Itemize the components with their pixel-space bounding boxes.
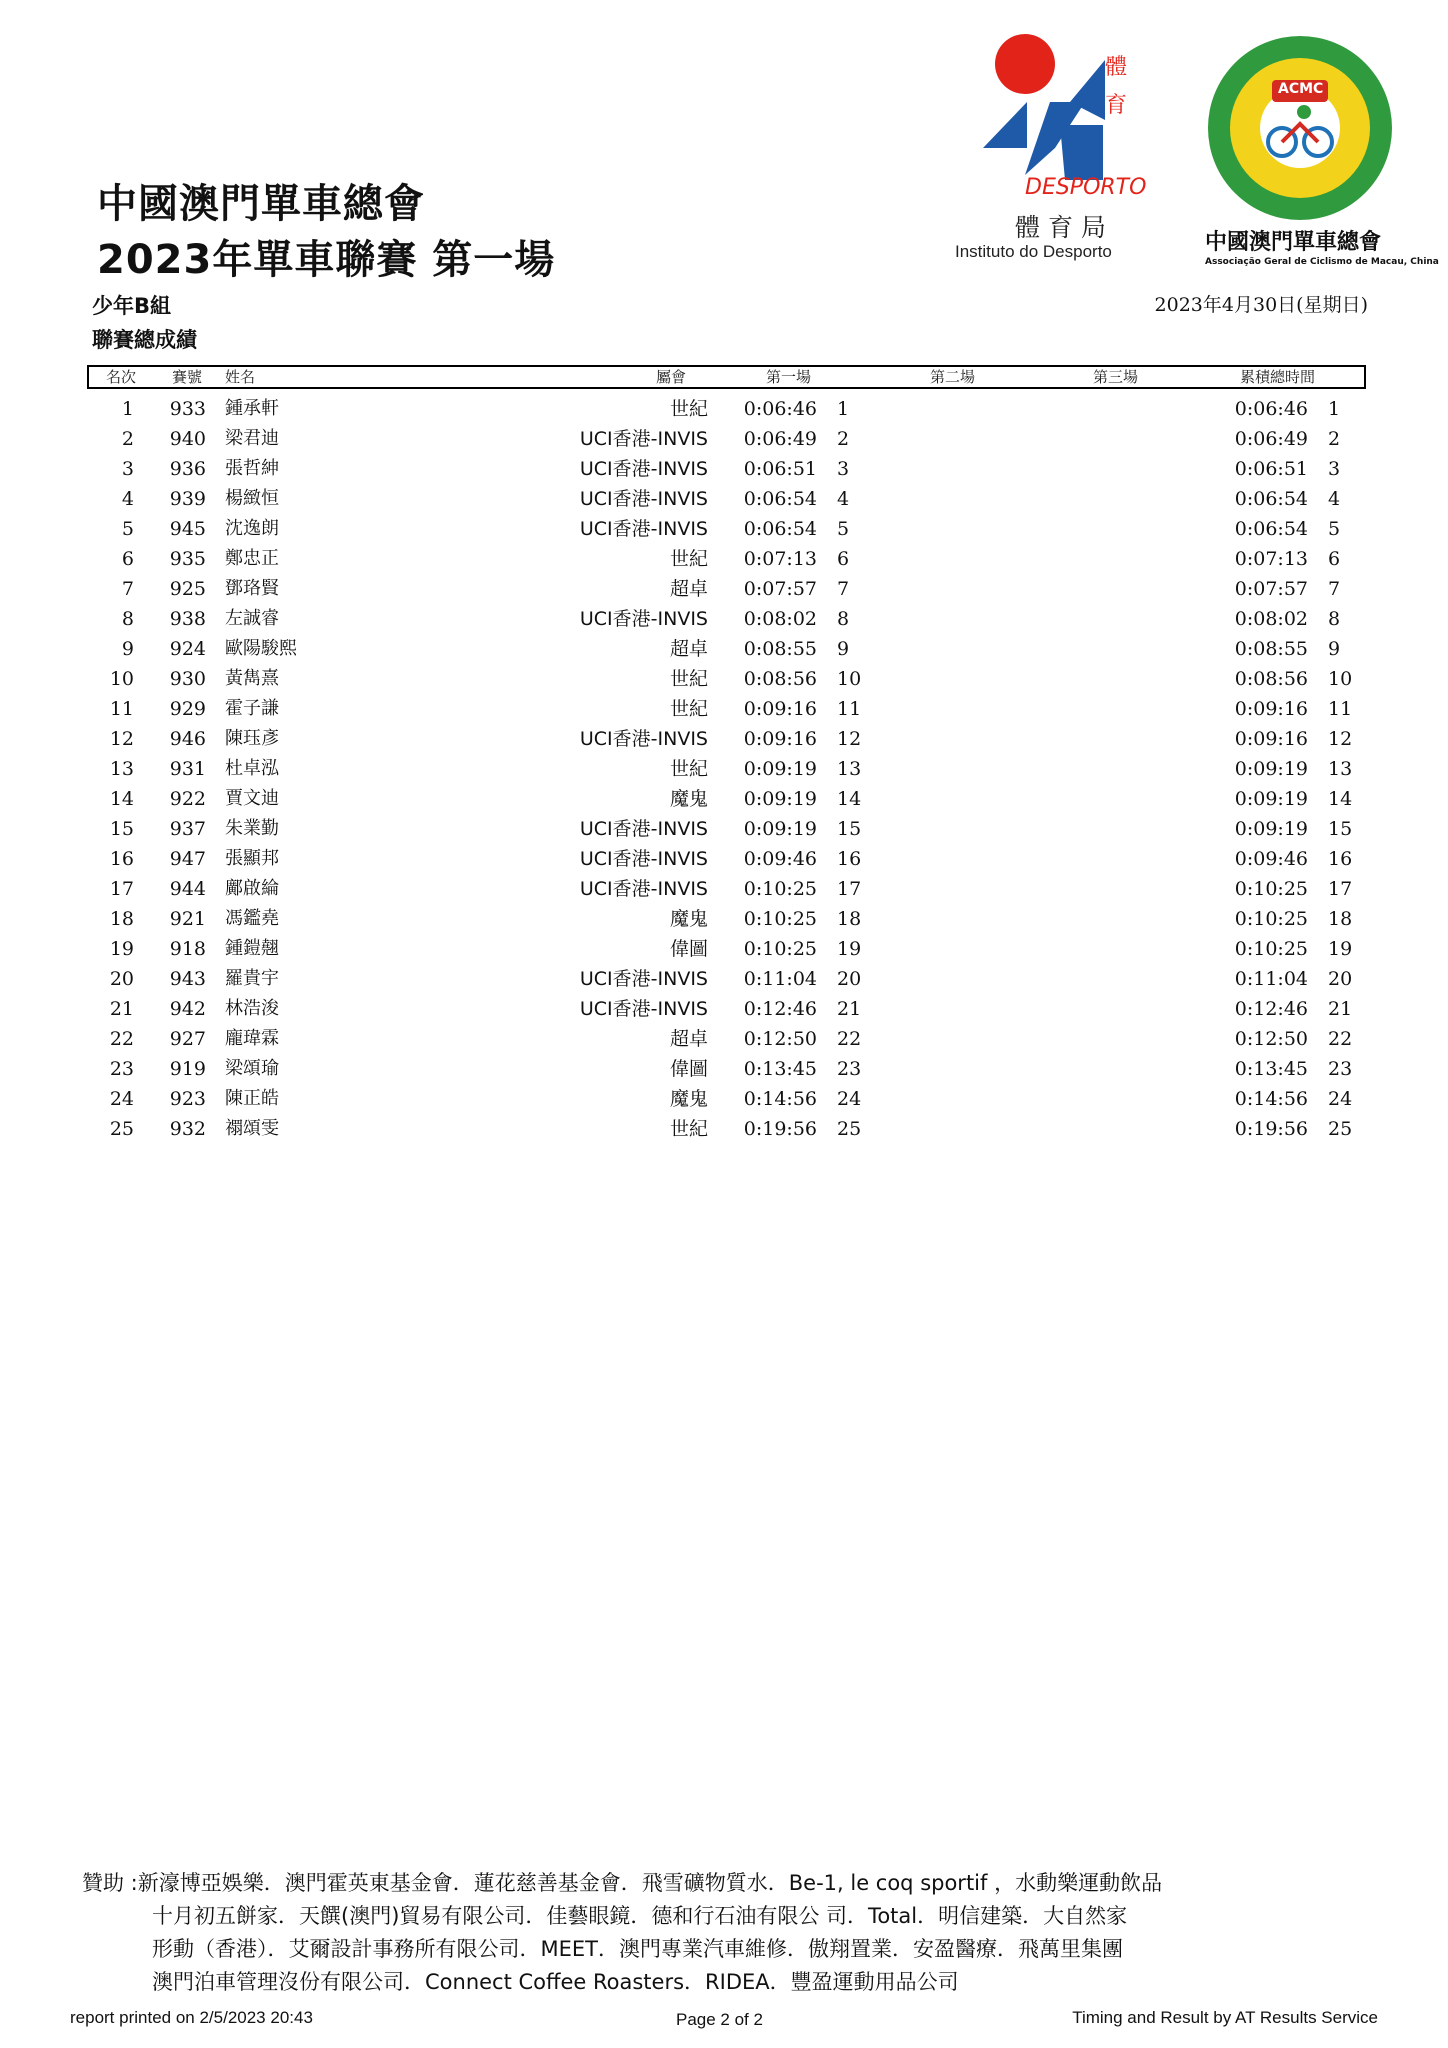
cell-rank: 25 [109,1118,134,1140]
cell-race1-pos: 16 [837,848,862,870]
table-row [0,1084,1448,1114]
cell-name: 陳正皓 [225,1088,279,1109]
cell-name: 梁君迪 [225,428,279,449]
cell-bib: 932 [169,1118,206,1140]
cell-club: 世紀 [669,1118,708,1140]
cell-total-time: 0:11:04 [1234,968,1308,990]
cell-total-pos: 13 [1328,758,1353,780]
cell-race1-time: 0:12:46 [743,998,817,1020]
cell-race1-time: 0:09:16 [743,698,817,720]
cell-name: 羅貴宇 [225,968,279,989]
cell-total-pos: 25 [1328,1118,1353,1140]
cell-race1-time: 0:06:46 [743,398,817,420]
cell-club: 超卓 [669,638,708,660]
cell-bib: 922 [169,788,206,810]
cell-rank: 8 [121,608,134,630]
cell-name: 龐瑋霖 [225,1028,279,1049]
table-row [0,454,1448,484]
cell-rank: 3 [121,458,134,480]
cell-name: 杜卓泓 [225,758,279,779]
col-total-header: 累積總時間 [1240,368,1316,386]
cell-club: 超卓 [669,578,708,600]
cell-club: 世紀 [669,758,708,780]
cell-race1-pos: 8 [837,608,850,630]
cell-name: 馮鑑堯 [225,908,279,929]
cell-bib: 931 [169,758,206,780]
cell-total-pos: 12 [1328,728,1353,750]
cell-race1-time: 0:07:13 [743,548,817,570]
cell-total-time: 0:08:02 [1234,608,1308,630]
cell-rank: 1 [121,398,134,420]
table-row [0,694,1448,724]
cell-race1-time: 0:09:19 [743,788,817,810]
table-row [0,904,1448,934]
cell-club: 世紀 [669,398,708,420]
cell-race1-pos: 11 [837,698,862,720]
cell-club: 偉圖 [669,938,708,960]
page-title-line1: 中國澳門單車總會 [97,181,425,227]
cell-name: 沈逸朗 [225,518,279,539]
cell-race1-pos: 15 [837,818,862,840]
cell-total-pos: 18 [1328,908,1353,930]
cell-total-time: 0:14:56 [1234,1088,1308,1110]
cell-name: 陳珏彥 [225,728,279,749]
cell-race1-time: 0:06:54 [743,488,817,510]
cell-club: 魔鬼 [669,788,708,810]
cell-name: 黃雋熹 [225,668,279,689]
cell-total-pos: 6 [1328,548,1341,570]
cell-race1-time: 0:09:19 [743,758,817,780]
cell-rank: 12 [109,728,134,750]
col-race3-header: 第三場 [1093,368,1139,386]
cell-bib: 930 [169,668,206,690]
cell-race1-pos: 10 [837,668,862,690]
cell-rank: 22 [109,1028,134,1050]
cell-rank: 7 [121,578,134,600]
cell-total-pos: 7 [1328,578,1341,600]
cell-bib: 936 [169,458,206,480]
cell-total-pos: 15 [1328,818,1353,840]
table-row [0,754,1448,784]
cell-total-pos: 19 [1328,938,1353,960]
cell-total-time: 0:10:25 [1234,938,1308,960]
cell-club: UCI香港-INVIS [579,428,708,450]
cell-race1-time: 0:09:19 [743,818,817,840]
report-printed-timestamp: report printed on 2/5/2023 20:43 [70,2008,313,2027]
cell-rank: 20 [109,968,134,990]
cell-rank: 17 [109,878,134,900]
page-title-line2: 2023年單車聯賽 第一場 [97,237,556,283]
table-row [0,934,1448,964]
cell-rank: 5 [121,518,134,540]
cell-total-pos: 8 [1328,608,1341,630]
cell-total-time: 0:06:54 [1234,518,1308,540]
cell-race1-time: 0:12:50 [743,1028,817,1050]
cell-total-time: 0:09:19 [1234,758,1308,780]
cell-club: UCI香港-INVIS [579,728,708,750]
cell-race1-pos: 5 [837,518,850,540]
table-row [0,424,1448,454]
cell-race1-time: 0:09:16 [743,728,817,750]
report-type-label: 聯賽總成績 [92,328,197,352]
cell-name: 鄧珞賢 [225,578,279,599]
cell-total-pos: 1 [1328,398,1341,420]
cell-name: 歐陽駿熙 [225,638,297,659]
desporto-vertical-char-1: 體 [1105,55,1128,80]
cell-total-time: 0:06:51 [1234,458,1308,480]
table-row [0,574,1448,604]
cell-race1-pos: 12 [837,728,862,750]
results-table-body [0,394,1448,1154]
cell-name: 鄺啟綸 [225,878,279,899]
col-race1-header: 第一場 [766,368,812,386]
cell-name: 林浩浚 [225,998,279,1019]
sponsors-line-3: 形動（香港）．艾爾設計事務所有限公司．MEET．澳門專業汽車維修．傲翔置業．安盈醫療．飛萬里集團 [152,1937,1123,1961]
col-rank-header: 名次 [106,368,137,386]
cell-race1-pos: 3 [837,458,850,480]
cell-race1-time: 0:09:46 [743,848,817,870]
cell-total-pos: 24 [1328,1088,1353,1110]
desporto-logo [955,30,1155,270]
cell-race1-time: 0:14:56 [743,1088,817,1110]
cell-name: 左誠睿 [225,608,279,629]
cell-total-time: 0:09:19 [1234,788,1308,810]
cell-race1-time: 0:10:25 [743,938,817,960]
table-row [0,664,1448,694]
sponsors-line-1: 贊助 :新濠博亞娛樂．澳門霍英東基金會．蓮花慈善基金會．飛雪礦物質水．Be-1, le coq sportif ，水動樂運動飲品 [82,1871,1163,1895]
cell-rank: 14 [109,788,134,810]
cell-total-pos: 14 [1328,788,1353,810]
cell-race1-pos: 23 [837,1058,862,1080]
cell-name: 禤頌雯 [225,1118,279,1139]
cell-name: 楊緻恒 [225,488,279,509]
cell-total-time: 0:09:46 [1234,848,1308,870]
table-row [0,784,1448,814]
cell-race1-pos: 22 [837,1028,862,1050]
cell-race1-time: 0:06:51 [743,458,817,480]
cell-race1-pos: 2 [837,428,850,450]
cell-club: UCI香港-INVIS [579,488,708,510]
cell-race1-pos: 21 [837,998,862,1020]
table-row [0,874,1448,904]
acmc-badge-label: ACMC [1278,81,1324,97]
cell-name: 梁頌瑜 [225,1058,279,1079]
table-row [0,964,1448,994]
cell-bib: 946 [169,728,206,750]
cell-bib: 935 [169,548,206,570]
cell-club: 魔鬼 [669,908,708,930]
cell-club: UCI香港-INVIS [579,608,708,630]
cell-race1-pos: 13 [837,758,862,780]
cell-bib: 919 [169,1058,206,1080]
cell-name: 霍子謙 [225,698,279,719]
cell-total-pos: 21 [1328,998,1353,1020]
cell-race1-time: 0:19:56 [743,1118,817,1140]
desporto-name-pt: Instituto do Desporto [955,242,1112,261]
cell-rank: 11 [109,698,134,720]
table-row [0,724,1448,754]
cell-club: UCI香港-INVIS [579,818,708,840]
col-race2-header: 第二場 [930,368,976,386]
cell-bib: 918 [169,938,206,960]
cell-race1-time: 0:10:25 [743,878,817,900]
cell-race1-pos: 24 [837,1088,862,1110]
cell-total-pos: 5 [1328,518,1341,540]
cell-total-pos: 17 [1328,878,1353,900]
cell-rank: 15 [109,818,134,840]
table-row [0,634,1448,664]
cell-total-pos: 16 [1328,848,1353,870]
cell-rank: 4 [121,488,134,510]
cell-race1-pos: 25 [837,1118,862,1140]
cell-total-pos: 3 [1328,458,1341,480]
table-row [0,814,1448,844]
cell-club: UCI香港-INVIS [579,968,708,990]
group-label: 少年B組 [92,294,172,318]
cell-race1-pos: 18 [837,908,862,930]
col-name-header: 姓名 [225,368,256,386]
table-row [0,394,1448,424]
cell-race1-pos: 9 [837,638,850,660]
cell-name: 鍾承軒 [225,398,279,419]
cell-bib: 924 [169,638,206,660]
cell-name: 鍾鎧翹 [225,938,279,959]
acmc-name-zh: 中國澳門單車總會 [1205,230,1382,255]
sponsors-line-2: 十月初五餅家．天饌(澳門)貿易有限公司．佳藝眼鏡．德和行石油有限公 司．Total．明信建築．大自然家 [152,1904,1128,1928]
cell-rank: 23 [109,1058,134,1080]
table-row [0,544,1448,574]
cell-bib: 938 [169,608,206,630]
cell-total-time: 0:07:13 [1234,548,1308,570]
results-table-header [87,365,1366,389]
cell-bib: 929 [169,698,206,720]
cell-bib: 945 [169,518,206,540]
cell-total-pos: 11 [1328,698,1353,720]
desporto-brand: DESPORTO [1025,175,1147,200]
cell-bib: 933 [169,398,206,420]
cell-total-time: 0:19:56 [1234,1118,1308,1140]
cell-bib: 942 [169,998,206,1020]
cell-total-pos: 23 [1328,1058,1353,1080]
cell-rank: 16 [109,848,134,870]
cell-total-time: 0:09:16 [1234,698,1308,720]
cell-club: UCI香港-INVIS [579,518,708,540]
cell-name: 賈文迪 [225,788,279,809]
cell-bib: 944 [169,878,206,900]
cell-total-pos: 4 [1328,488,1341,510]
cell-race1-pos: 1 [837,398,850,420]
event-date: 2023年4月30日(星期日) [1154,294,1368,316]
cell-rank: 24 [109,1088,134,1110]
cell-club: UCI香港-INVIS [579,878,708,900]
cell-total-pos: 2 [1328,428,1341,450]
cell-name: 張哲紳 [225,458,279,479]
cell-rank: 10 [109,668,134,690]
cell-bib: 943 [169,968,206,990]
cell-total-time: 0:10:25 [1234,908,1308,930]
cell-bib: 939 [169,488,206,510]
cell-rank: 18 [109,908,134,930]
cell-total-time: 0:08:56 [1234,668,1308,690]
cell-race1-time: 0:10:25 [743,908,817,930]
acmc-name-pt: Associação Geral de Ciclismo de Macau, China [1205,257,1439,267]
table-row [0,484,1448,514]
page-number: Page 2 of 2 [676,2010,763,2029]
cell-total-time: 0:08:55 [1234,638,1308,660]
cell-race1-time: 0:06:49 [743,428,817,450]
table-row [0,604,1448,634]
cell-race1-time: 0:07:57 [743,578,817,600]
cell-rank: 21 [109,998,134,1020]
acmc-badge-icon [1200,28,1400,223]
cell-club: UCI香港-INVIS [579,998,708,1020]
cell-total-pos: 20 [1328,968,1353,990]
cell-bib: 923 [169,1088,206,1110]
cell-race1-pos: 17 [837,878,862,900]
cell-bib: 927 [169,1028,206,1050]
cell-club: 世紀 [669,668,708,690]
cell-race1-time: 0:08:02 [743,608,817,630]
cell-race1-pos: 14 [837,788,862,810]
cell-race1-time: 0:08:55 [743,638,817,660]
table-row [0,994,1448,1024]
cell-club: 魔鬼 [669,1088,708,1110]
cell-total-pos: 9 [1328,638,1341,660]
cell-total-pos: 10 [1328,668,1353,690]
col-club-header: 屬會 [656,368,687,386]
cell-total-time: 0:13:45 [1234,1058,1308,1080]
cell-total-time: 0:09:16 [1234,728,1308,750]
cell-total-time: 0:12:46 [1234,998,1308,1020]
cell-club: 世紀 [669,698,708,720]
cell-rank: 13 [109,758,134,780]
cell-race1-time: 0:13:45 [743,1058,817,1080]
sponsors-line-4: 澳門泊車管理沒份有限公司．Connect Coffee Roasters．RIDEA．豐盈運動用品公司 [152,1970,959,1994]
table-row [0,844,1448,874]
cell-race1-pos: 19 [837,938,862,960]
cell-name: 鄭忠正 [225,548,279,569]
cell-club: 超卓 [669,1028,708,1050]
cell-race1-pos: 6 [837,548,850,570]
cell-race1-time: 0:08:56 [743,668,817,690]
cell-race1-time: 0:06:54 [743,518,817,540]
cell-name: 朱業勤 [225,818,279,839]
cell-bib: 947 [169,848,206,870]
cell-club: UCI香港-INVIS [579,848,708,870]
cell-total-time: 0:10:25 [1234,878,1308,900]
cell-total-time: 0:12:50 [1234,1028,1308,1050]
cell-bib: 925 [169,578,206,600]
cell-name: 張顯邦 [225,848,279,869]
cell-total-pos: 22 [1328,1028,1353,1050]
cell-rank: 6 [121,548,134,570]
cell-total-time: 0:06:49 [1234,428,1308,450]
cell-total-time: 0:07:57 [1234,578,1308,600]
cell-race1-pos: 7 [837,578,850,600]
cell-club: 世紀 [669,548,708,570]
sponsors-block [82,1867,1382,1999]
cell-total-time: 0:06:54 [1234,488,1308,510]
cell-rank: 9 [121,638,134,660]
table-row [0,514,1448,544]
cell-club: 偉圖 [669,1058,708,1080]
desporto-name-zh: 體 育 局 [1015,213,1106,242]
table-row [0,1024,1448,1054]
cell-race1-pos: 4 [837,488,850,510]
acmc-logo [1200,28,1439,278]
cell-bib: 940 [169,428,206,450]
table-row [0,1054,1448,1084]
desporto-vertical-char-2: 育 [1105,93,1128,118]
cell-total-time: 0:09:19 [1234,818,1308,840]
col-bib-header: 賽號 [172,368,203,386]
cell-race1-time: 0:11:04 [743,968,817,990]
cell-bib: 937 [169,818,206,840]
cell-bib: 921 [169,908,206,930]
cell-race1-pos: 20 [837,968,862,990]
table-row [0,1114,1448,1144]
cell-rank: 2 [121,428,134,450]
cell-club: UCI香港-INVIS [579,458,708,480]
timing-credit: Timing and Result by AT Results Service [1072,2008,1378,2027]
cell-total-time: 0:06:46 [1234,398,1308,420]
cell-rank: 19 [109,938,134,960]
